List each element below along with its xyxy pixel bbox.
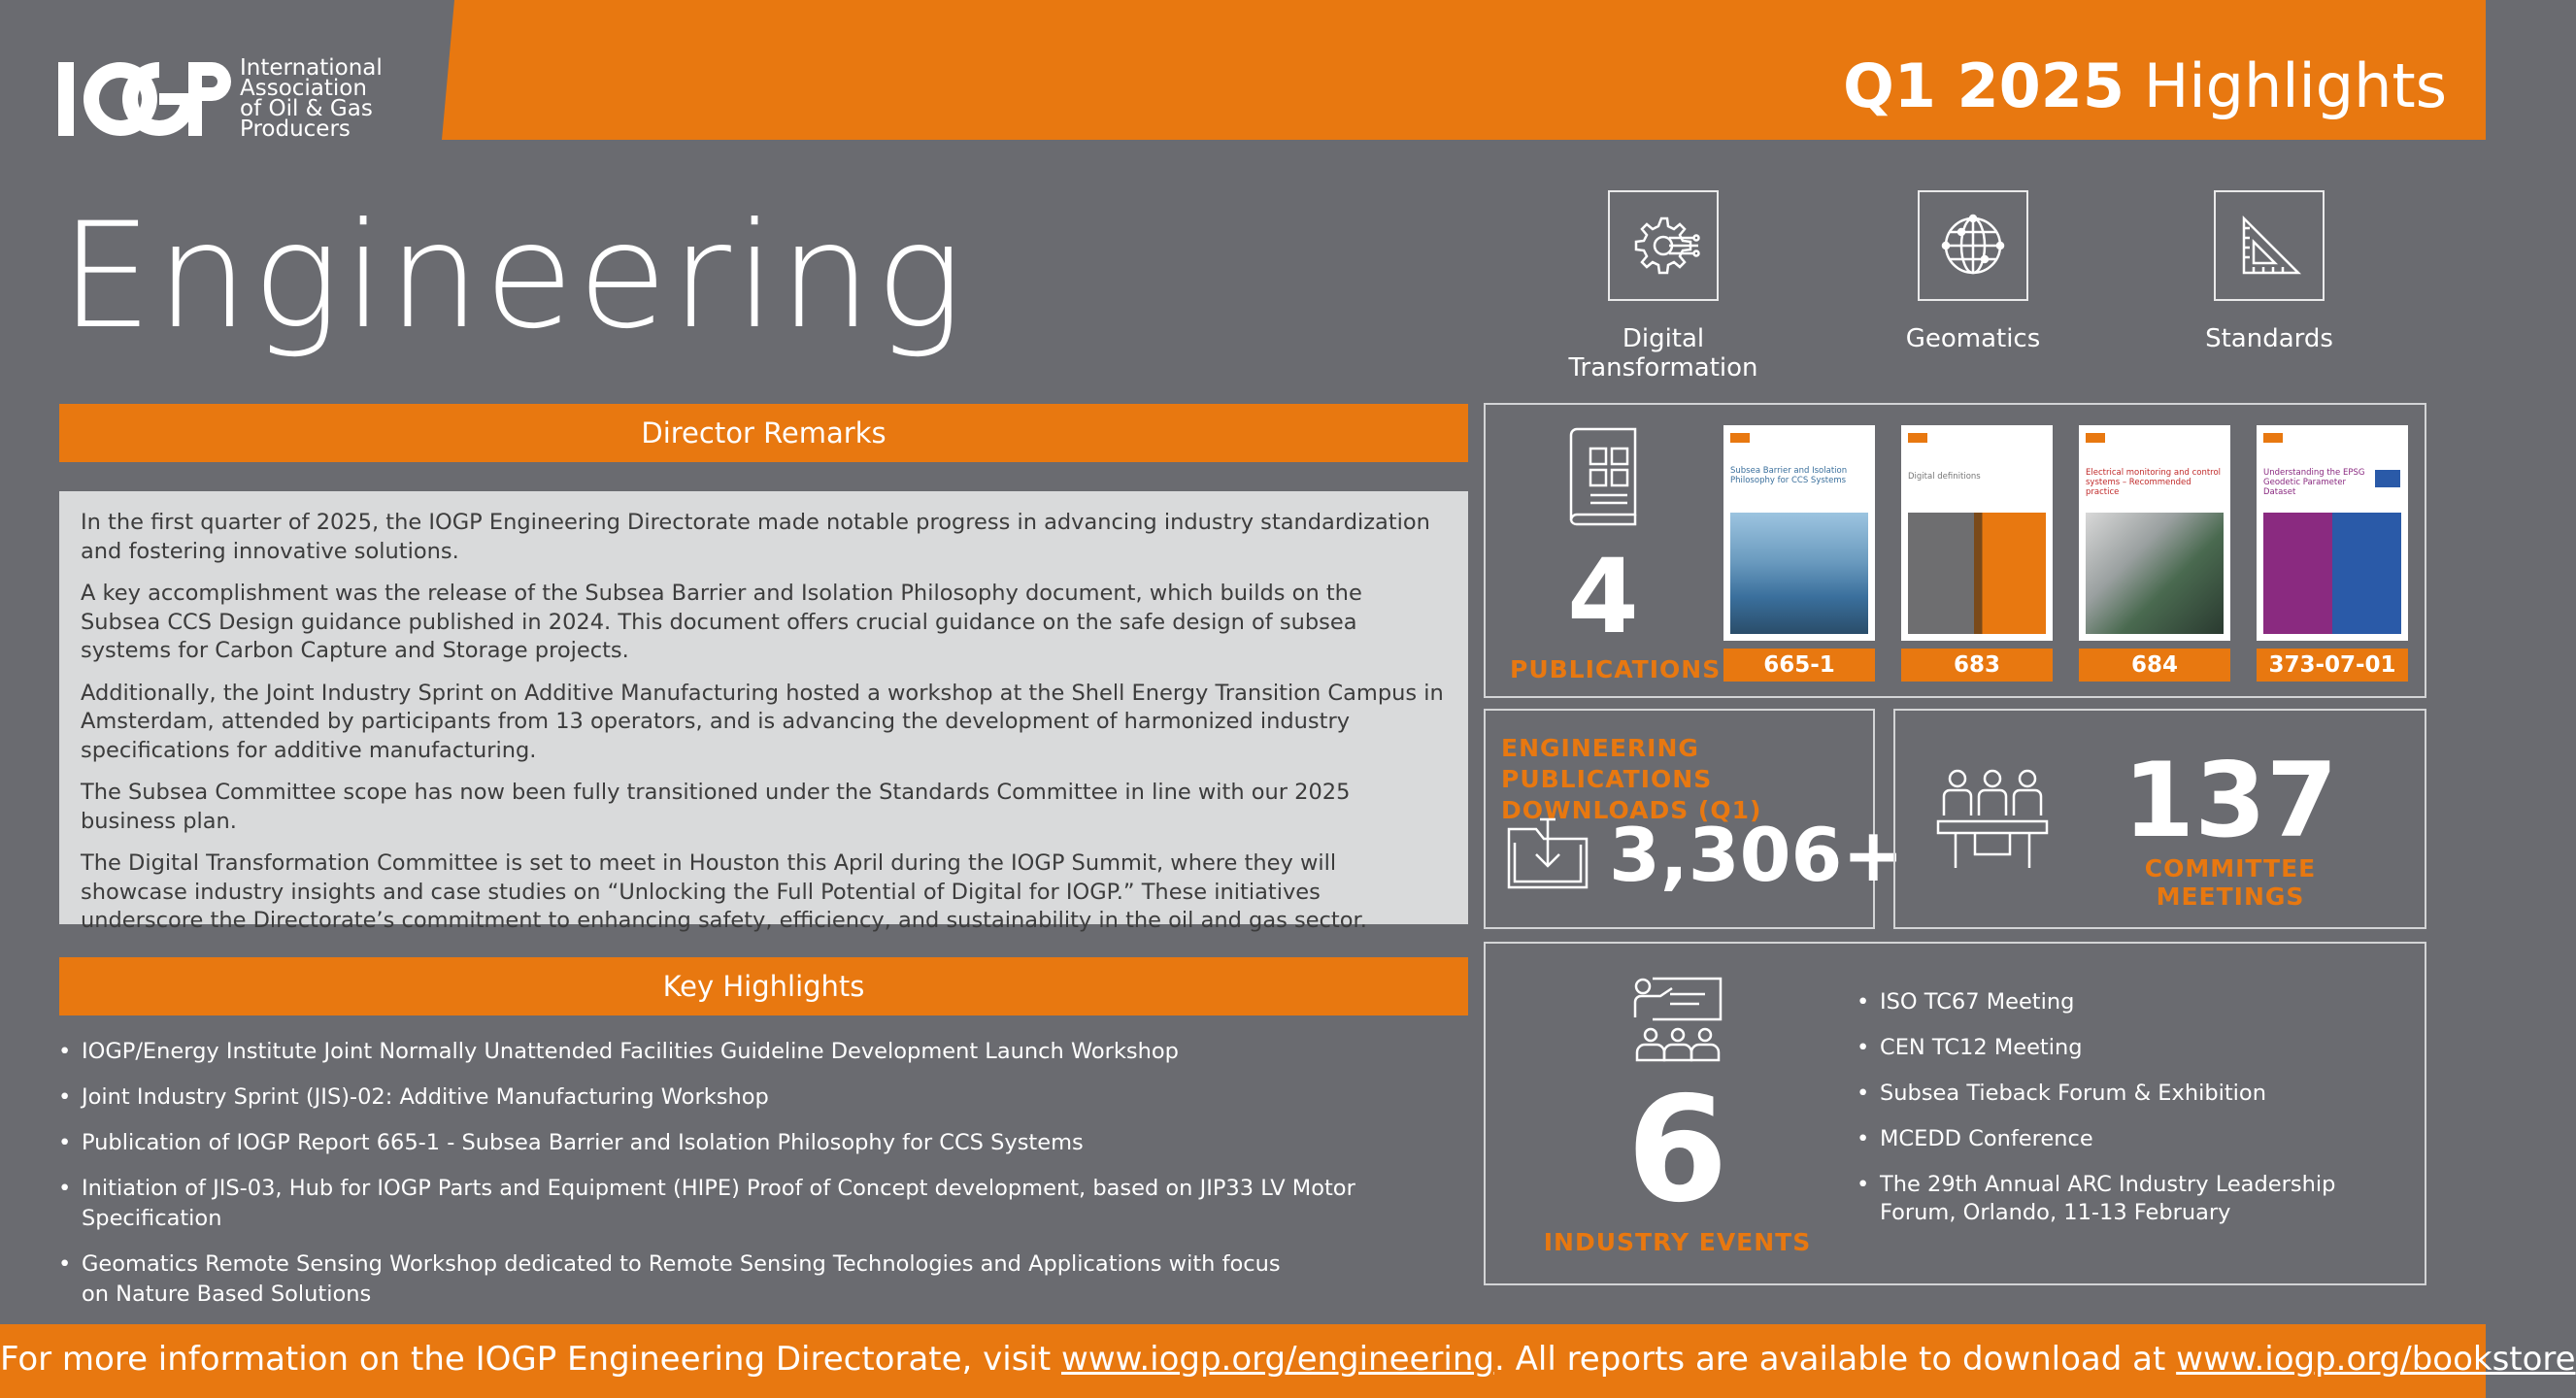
period-heading: Q1 2025 Highlights xyxy=(1843,50,2447,121)
publications-label: PUBLICATIONS xyxy=(1510,655,1722,683)
director-remarks-body xyxy=(59,491,1468,933)
events-list xyxy=(1857,988,2400,1245)
remarks-paragraph: The Subsea Committee scope has now been fully transitioned under the Standards Committee in line with our 2025 business plan. xyxy=(81,780,1351,834)
presentation-icon xyxy=(1631,975,1724,1064)
category-digital-transformation: Digital Transformation xyxy=(1556,190,1770,383)
publications-count: 4 xyxy=(1567,537,1639,656)
list-item: • MCEDD Conference xyxy=(1857,1125,2400,1153)
downloads-value: 3,306+ xyxy=(1609,812,1905,898)
remarks-paragraph: Additionally, the Joint Industry Sprint on Additive Manufacturing hosted a workshop at the Shell Energy Transition Campus in Amsterdam, attended by participants from 13 operators, and is advancing the development of harmonized industry specifications for additive manufacturing. xyxy=(81,680,1444,763)
gear-circuit-icon xyxy=(1624,207,1702,284)
publication-cover[interactable]: Digital definitions xyxy=(1901,425,2053,641)
publication-cover[interactable]: Subsea Barrier and Isolation Philosophy for CCS Systems xyxy=(1723,425,1875,641)
list-item: • IOGP/Energy Institute Joint Normally Unattended Facilities Guideline Development Launch Workshop xyxy=(58,1037,1476,1067)
publication-cover[interactable]: Electrical monitoring and control systems – Recommended practice xyxy=(2079,425,2230,641)
list-item: • CEN TC12 Meeting xyxy=(1857,1034,2400,1062)
downloads-label: ENGINEERING PUBLICATIONS DOWNLOADS (Q1) xyxy=(1501,734,1762,824)
bookstore-link[interactable]: www.iogp.org/bookstore xyxy=(2176,1340,2576,1379)
list-item: • Subsea Tieback Forum & Exhibition xyxy=(1857,1080,2400,1108)
engineering-link[interactable]: www.iogp.org/engineering xyxy=(1061,1340,1494,1379)
meetings-label: COMMITTEE MEETINGS xyxy=(2144,854,2317,911)
list-item: • The 29th Annual ARC Industry Leadership Forum, Orlando, 11-13 February xyxy=(1857,1171,2400,1227)
document-icon xyxy=(1563,425,1641,526)
key-highlights-list xyxy=(58,1037,1476,1325)
publication-number: 373-07-01 xyxy=(2257,649,2408,682)
category-geomatics: Geomatics xyxy=(1866,190,2080,353)
publication-cover[interactable]: Understanding the EPSG Geodetic Parameter Dataset xyxy=(2257,425,2408,641)
iogp-logo xyxy=(58,58,233,140)
page-title: Engineering xyxy=(60,192,967,361)
publication-number: 665-1 xyxy=(1723,649,1875,682)
events-value: 6 xyxy=(1626,1066,1728,1235)
set-square-icon xyxy=(2230,207,2308,284)
organization-name: International Association of Oil & Gas Producers xyxy=(240,55,383,142)
footer: For more information on the IOGP Engineering Directorate, visit www.iogp.org/engineering. All reports are available to download at www.iogp.org/bookstore xyxy=(0,1324,2486,1398)
download-folder-icon xyxy=(1505,816,1592,893)
globe-network-icon xyxy=(1934,207,2012,284)
meeting-icon xyxy=(1936,767,2049,874)
meetings-value: 137 xyxy=(2123,741,2338,860)
events-label: INDUSTRY EVENTS xyxy=(1543,1228,1812,1256)
remarks-paragraph: In the first quarter of 2025, the IOGP Engineering Directorate made notable progress in advancing industry standardization and fostering innovative solutions. xyxy=(81,510,1430,564)
remarks-paragraph: The Digital Transformation Committee is set to meet in Houston this April during the IOGP Summit, where they will showcase industry insights and case studies on “Unlocking the Full Potential of Digital for IOGP.” These initiatives underscore the Directorate’s commitment to enhancing safety, efficiency, and sustainability in the oil and gas sector. xyxy=(81,850,1367,933)
publication-number: 684 xyxy=(2079,649,2230,682)
director-remarks-heading: Director Remarks xyxy=(59,404,1468,462)
category-standards: Standards xyxy=(2162,190,2376,353)
list-item: • Geomatics Remote Sensing Workshop dedicated to Remote Sensing Technologies and Applications with focus on Nature Based Solutions xyxy=(58,1249,1476,1310)
list-item: • ISO TC67 Meeting xyxy=(1857,988,2400,1016)
key-highlights-heading: Key Highlights xyxy=(59,957,1468,1015)
publication-number: 683 xyxy=(1901,649,2053,682)
remarks-paragraph: A key accomplishment was the release of the Subsea Barrier and Isolation Philosophy document, which builds on the Subsea CCS Design guidance published in 2024. This document offers crucial guidance on the safe design of subsea systems for Carbon Capture and Storage projects. xyxy=(81,581,1362,663)
list-item: • Publication of IOGP Report 665-1 - Subsea Barrier and Isolation Philosophy for CCS Systems xyxy=(58,1128,1476,1158)
list-item: • Joint Industry Sprint (JIS)-02: Additive Manufacturing Workshop xyxy=(58,1082,1476,1113)
list-item: • Initiation of JIS-03, Hub for IOGP Parts and Equipment (HIPE) Proof of Concept development, based on JIP33 LV Motor Specification xyxy=(58,1174,1476,1234)
